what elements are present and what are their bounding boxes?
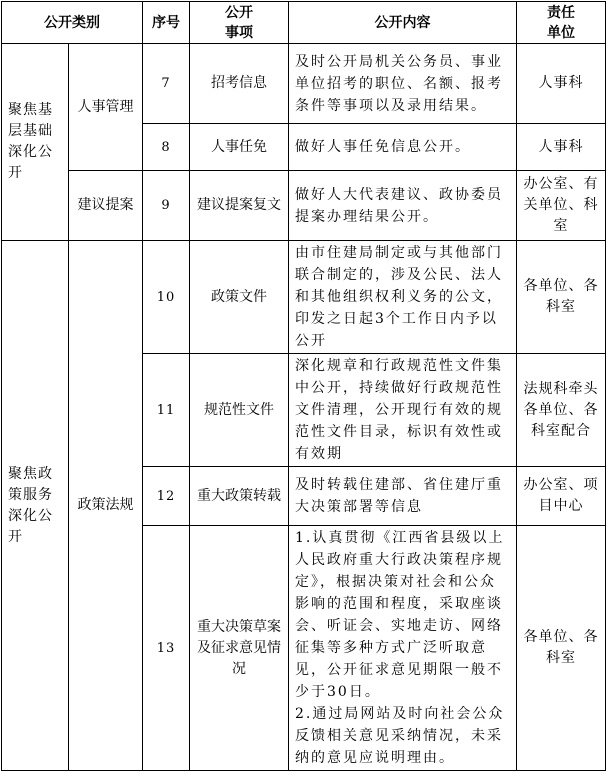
disclosure-table [1,1,606,771]
seq-cell: 10 [143,241,190,354]
unit-cell: 办公室、有关单位、科室 [517,171,606,241]
subcategory-cell: 政策法规 [69,241,143,771]
item-cell: 重大决策草案及征求意见情况 [190,526,289,771]
content-cell: 由市住建局制定或与其他部门联合制定的，涉及公民、法人和其他组织权利义务的公文，印发之日起3个工作日内予以公开 [289,241,517,354]
seq-cell: 8 [143,124,190,171]
header-unit-line1: 责任 [547,4,575,21]
seq-cell: 11 [143,354,190,467]
header-item-line2: 事项 [225,24,253,41]
subcategory-cell: 人事管理 [69,44,143,171]
content-cell: 做好人大代表建议、政协委员提案办理结果公开。 [289,171,517,241]
header-unit [517,2,606,44]
item-cell: 招考信息 [190,44,289,124]
header-row [2,2,606,44]
item-cell: 建议提案复文 [190,171,289,241]
item-cell: 规范性文件 [190,354,289,467]
item-cell: 重大政策转载 [190,467,289,526]
table-row [2,44,606,124]
unit-cell: 各单位、各科室 [517,526,606,771]
subcategory-cell: 建议提案 [69,171,143,241]
unit-cell: 法规科牵头各单位、各科室配合 [517,354,606,467]
header-category: 公开类别 [2,2,143,44]
seq-cell: 12 [143,467,190,526]
header-item-line1: 公开 [225,4,253,21]
unit-cell: 办公室、项目中心 [517,467,606,526]
header-seq: 序号 [143,2,190,44]
unit-cell: 人事科 [517,44,606,124]
unit-cell: 人事科 [517,124,606,171]
content-cell: 深化规章和行政规范性文件集中公开，持续做好行政规范性文件清理，公开现行有效的规范性文件目录，标识有效性或有效期 [289,354,517,467]
seq-cell: 13 [143,526,190,771]
seq-cell: 7 [143,44,190,124]
content-cell: 及时转载住建部、省住建厅重大决策部署等信息 [289,467,517,526]
table-row [2,241,606,354]
content-paragraph-2: 2.通过局网站及时向社会公众反馈相关意见采纳情况，未采纳的意见应说明理由。 [295,706,505,766]
unit-cell: 各单位、各科室 [517,241,606,354]
header-unit-line2: 单位 [547,24,575,41]
content-cell: 及时公开局机关公务员、事业单位招考的职位、名额、报考条件等事项以及录用结果。 [289,44,517,124]
header-content: 公开内容 [289,2,517,44]
content-paragraph-1: 1.认真贯彻《江西省县级以上人民政府重大行政决策程序规定》，根据决策对社会和公众影响的范围和程度，采取座谈会、听证会、实地走访、网络征集等多种方式广泛听取意见，公开征求意见期限一般不少于30日。 [295,530,505,700]
content-cell [289,526,517,771]
header-item [190,2,289,44]
item-cell: 政策文件 [190,241,289,354]
item-cell: 人事任免 [190,124,289,171]
category-cell: 聚焦政策服务深化公开 [2,241,69,771]
content-cell: 做好人事任免信息公开。 [289,124,517,171]
table-row [2,171,606,241]
category-cell: 聚焦基层基础深化公开 [2,44,69,241]
seq-cell: 9 [143,171,190,241]
